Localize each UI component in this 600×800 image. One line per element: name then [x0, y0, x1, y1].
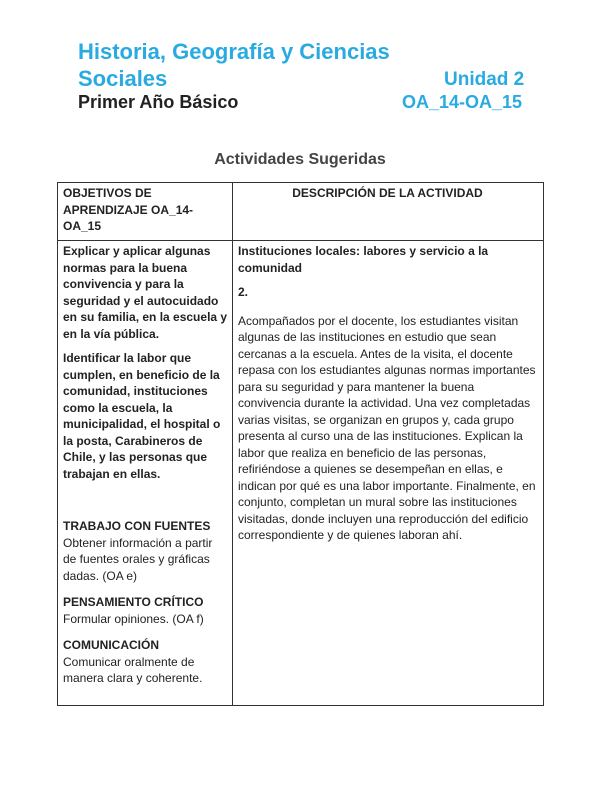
activity-description: Acompañados por el docente, los estudiantes visitan algunas de las instituciones en estudio que sean cercanas a la escuela. Antes de la visita, el docente repasa con los estudiantes algunas normas importantes para su seguridad y para mantener la buena convivencia durante la actividad. Una vez completadas varias visitas, se organizan en grupos y, cada grupo presenta al curso una de las instituciones. Explican la labor que realiza en beneficio de las personas, refiriéndose a quienes se desempeñan en ellas, e indican por qué es una labor importante. Finalmente, en conjunto, completan un mural sobre las instituciones visitadas, donde incluyen una reproducción del edificio correspondiente y de quienes laboran ahí. [238, 313, 536, 542]
objectives-header: OBJETIVOS DE APRENDIZAJE OA_14-OA_15 [63, 186, 194, 233]
description-cell [233, 241, 544, 706]
objective-2: Identificar la labor que cumplen, en beneficio de la comunidad, instituciones como la escuela, la municipalidad, el hospital o la posta, Carabineros de Chile, y las personas que trabajan en ellas. [63, 351, 221, 481]
skill-3-text: Comunicar oralmente de manera clara y coherente. [63, 654, 203, 685]
skill-1-text: Obtener información a partir de fuentes orales y gráficas dadas. (OA e) [63, 535, 213, 583]
skill-2-text: Formular opiniones. (OA f) [63, 611, 204, 626]
skill-3-title: COMUNICACIÓN [63, 638, 159, 652]
table-row [58, 241, 544, 706]
activity-title: Instituciones locales: labores y servicio a la comunidad [238, 244, 489, 275]
objectives-header-cell [58, 183, 233, 241]
section-title: Actividades Sugeridas [214, 151, 386, 168]
skill-2-title: PENSAMIENTO CRÍTICO [63, 595, 204, 609]
description-header: DESCRIPCIÓN DE LA ACTIVIDAD [292, 186, 483, 200]
activity-number: 2. [238, 285, 249, 299]
objective-codes: OA_14-OA_15 [402, 92, 523, 112]
objective-1: Explicar y aplicar algunas normas para la buena convivencia y para la seguridad y el autocuidado en su familia, en la escuela y en la vía pública. [63, 244, 228, 341]
activities-table [57, 182, 544, 706]
subject-title: Historia, Geografía y Ciencias Sociales [78, 39, 390, 91]
objectives-cell [58, 241, 233, 706]
grade-label: Primer Año Básico [78, 92, 239, 112]
unit-label: Unidad 2 [444, 69, 525, 90]
description-header-cell [233, 183, 544, 241]
table-header-row [58, 183, 544, 241]
skill-1-title: TRABAJO CON FUENTES [63, 519, 211, 533]
